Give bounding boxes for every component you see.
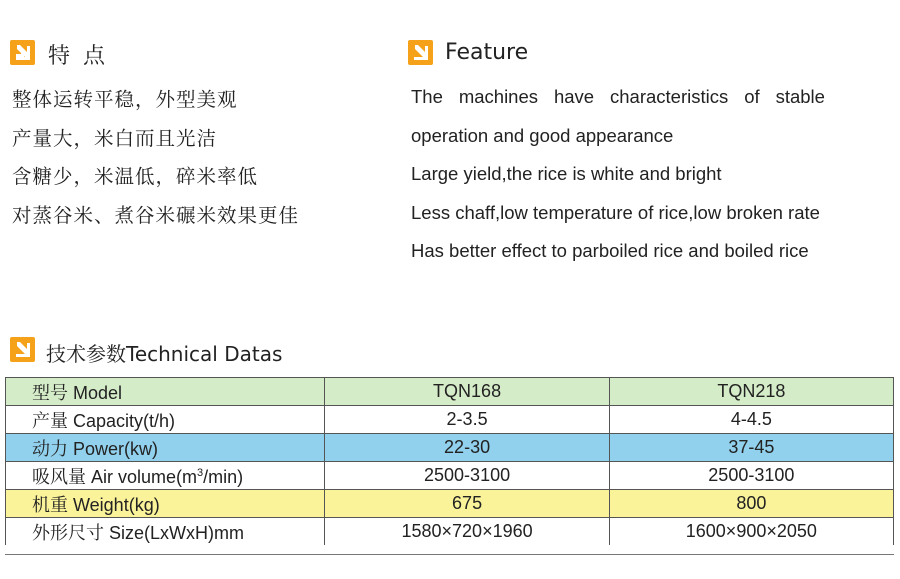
tech-heading: 技术参数Technical Datas [46,342,283,366]
cell-tqn168: 2-3.5 [325,406,609,434]
cell-tqn168: 22-30 [325,434,609,462]
cell-tqn218: 37-45 [609,434,893,462]
feature-en-line-1 [411,86,825,108]
features-cn-heading: 特 点 [48,44,108,69]
cell-tqn168: 675 [325,490,609,518]
features-en-heading: Feature [445,40,529,65]
table-row [6,378,894,406]
word: characteristics [610,86,729,107]
table-row [6,434,894,462]
word: machines [458,86,539,107]
word: of [744,86,760,107]
cell-tqn218: TQN218 [609,378,893,406]
table-row [6,406,894,434]
arrow-down-right-icon [10,337,35,362]
feature-cn-line-3: 含糖少，米温低，碎米率低 [12,165,259,188]
feature-en-line-5: Has better effect to parboiled rice and boiled rice [411,240,809,261]
cell-tqn218: 4-4.5 [609,406,893,434]
tech-spec-table [5,377,894,545]
row-label [6,462,325,490]
cell-tqn168: 1580×720×1960 [325,518,609,546]
row-label: 机重 Weight(kg) [6,490,325,518]
feature-en-line-4: Less chaff,low temperature of rice,low broken rate [411,202,820,223]
arrow-down-right-icon [10,40,35,65]
feature-cn-line-4: 对蒸谷米、煮谷米碾米效果更佳 [12,204,300,227]
cell-tqn218: 800 [609,490,893,518]
word: The [411,86,443,107]
word: have [553,86,595,107]
table-row [6,490,894,518]
table-row [6,518,894,546]
table-bottom-rule [5,554,894,555]
row-label: 产量 Capacity(t/h) [6,406,325,434]
table-row [6,462,894,490]
label-post: /min) [203,466,244,487]
row-label: 型号 Model [6,378,325,406]
feature-en-line-2: operation and good appearance [411,125,674,146]
row-label: 动力 Power(kw) [6,434,325,462]
cell-tqn218: 1600×900×2050 [609,518,893,546]
cell-tqn218: 2500-3100 [609,462,893,490]
arrow-down-right-icon [408,40,433,65]
feature-cn-line-1: 整体运转平稳，外型美观 [12,88,238,111]
row-label: 外形尺寸 Size(LxWxH)mm [6,518,325,546]
feature-en-line-3: Large yield,the rice is white and bright [411,163,722,184]
cell-tqn168: 2500-3100 [325,462,609,490]
label-sup: 3 [197,466,204,479]
cell-tqn168: TQN168 [325,378,609,406]
feature-cn-line-2: 产量大，米白而且光洁 [12,127,218,150]
word: stable [775,86,825,107]
label-pre: 吸风量 Air volume(m [32,466,198,487]
